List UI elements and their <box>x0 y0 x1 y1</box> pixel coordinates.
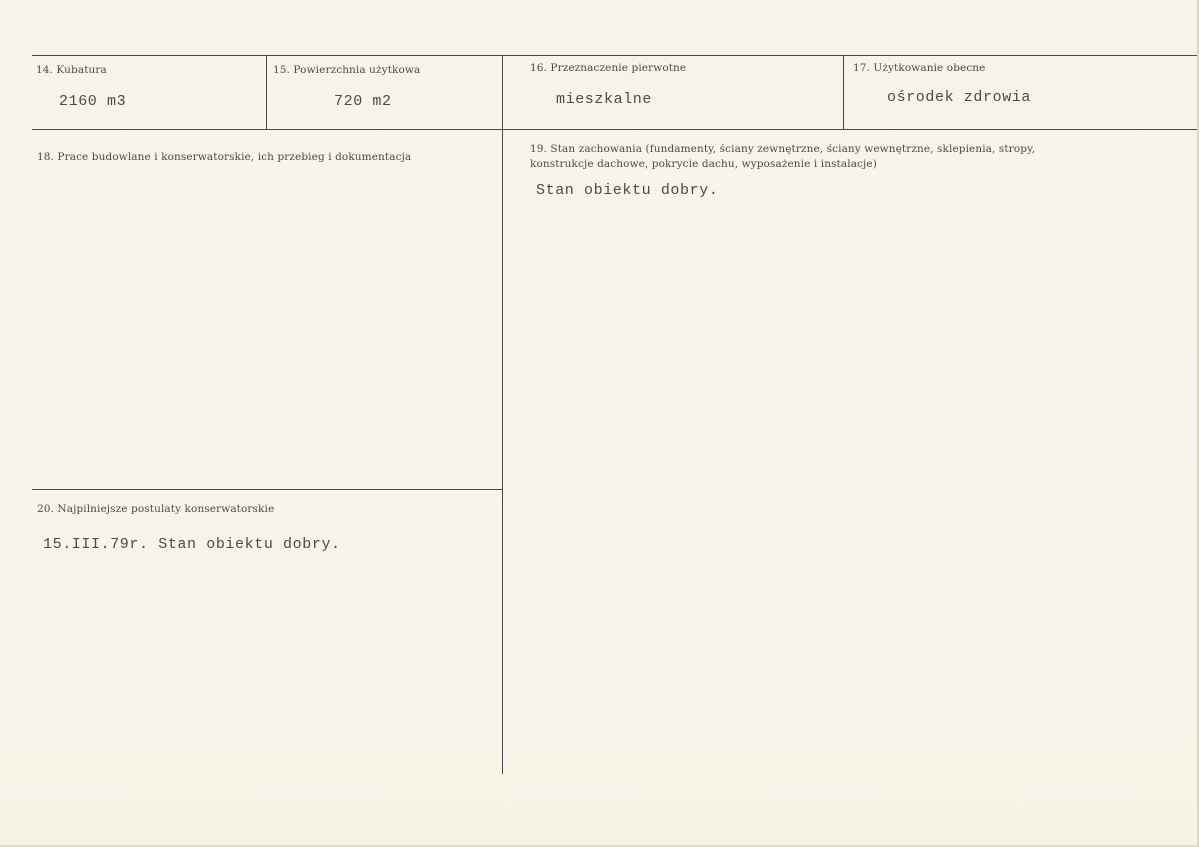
divider-14-15 <box>266 55 267 129</box>
field-17-label: 17. Użytkowanie obecne <box>853 62 986 74</box>
field-15-value: 720 m2 <box>334 93 392 110</box>
field-20-label: 20. Najpilniejsze postulaty konserwatorskie <box>37 503 275 515</box>
field-14-value: 2160 m3 <box>59 93 127 110</box>
field-19-label: 19. Stan zachowania (fundamenty, ściany zewnętrzne, ściany wewnętrzne, sklepienia, stropy, konstrukcje dachowe, pokrycie dachu, wyposażenie i instalacje) <box>530 143 1036 170</box>
field-19-value: Stan obiektu dobry. <box>536 182 719 199</box>
divider-16-17 <box>843 55 844 129</box>
field-17-value: ośrodek zdrowia <box>887 89 1032 106</box>
field-15-label: 15. Powierzchnia użytkowa <box>273 64 421 76</box>
field-16-label: 16. Przeznaczenie pierwotne <box>530 62 687 74</box>
field-14-label: 14. Kubatura <box>36 64 107 76</box>
field20-top-rule <box>32 489 502 490</box>
divider-main <box>502 55 503 774</box>
field-20-value: 15.III.79r. Stan obiektu dobry. <box>43 536 341 553</box>
row1-bottom-rule <box>32 129 1197 130</box>
top-rule <box>32 55 1197 56</box>
field-16-value: mieszkalne <box>556 91 653 108</box>
field-18-label: 18. Prace budowlane i konserwatorskie, ich przebieg i dokumentacja <box>37 151 412 163</box>
